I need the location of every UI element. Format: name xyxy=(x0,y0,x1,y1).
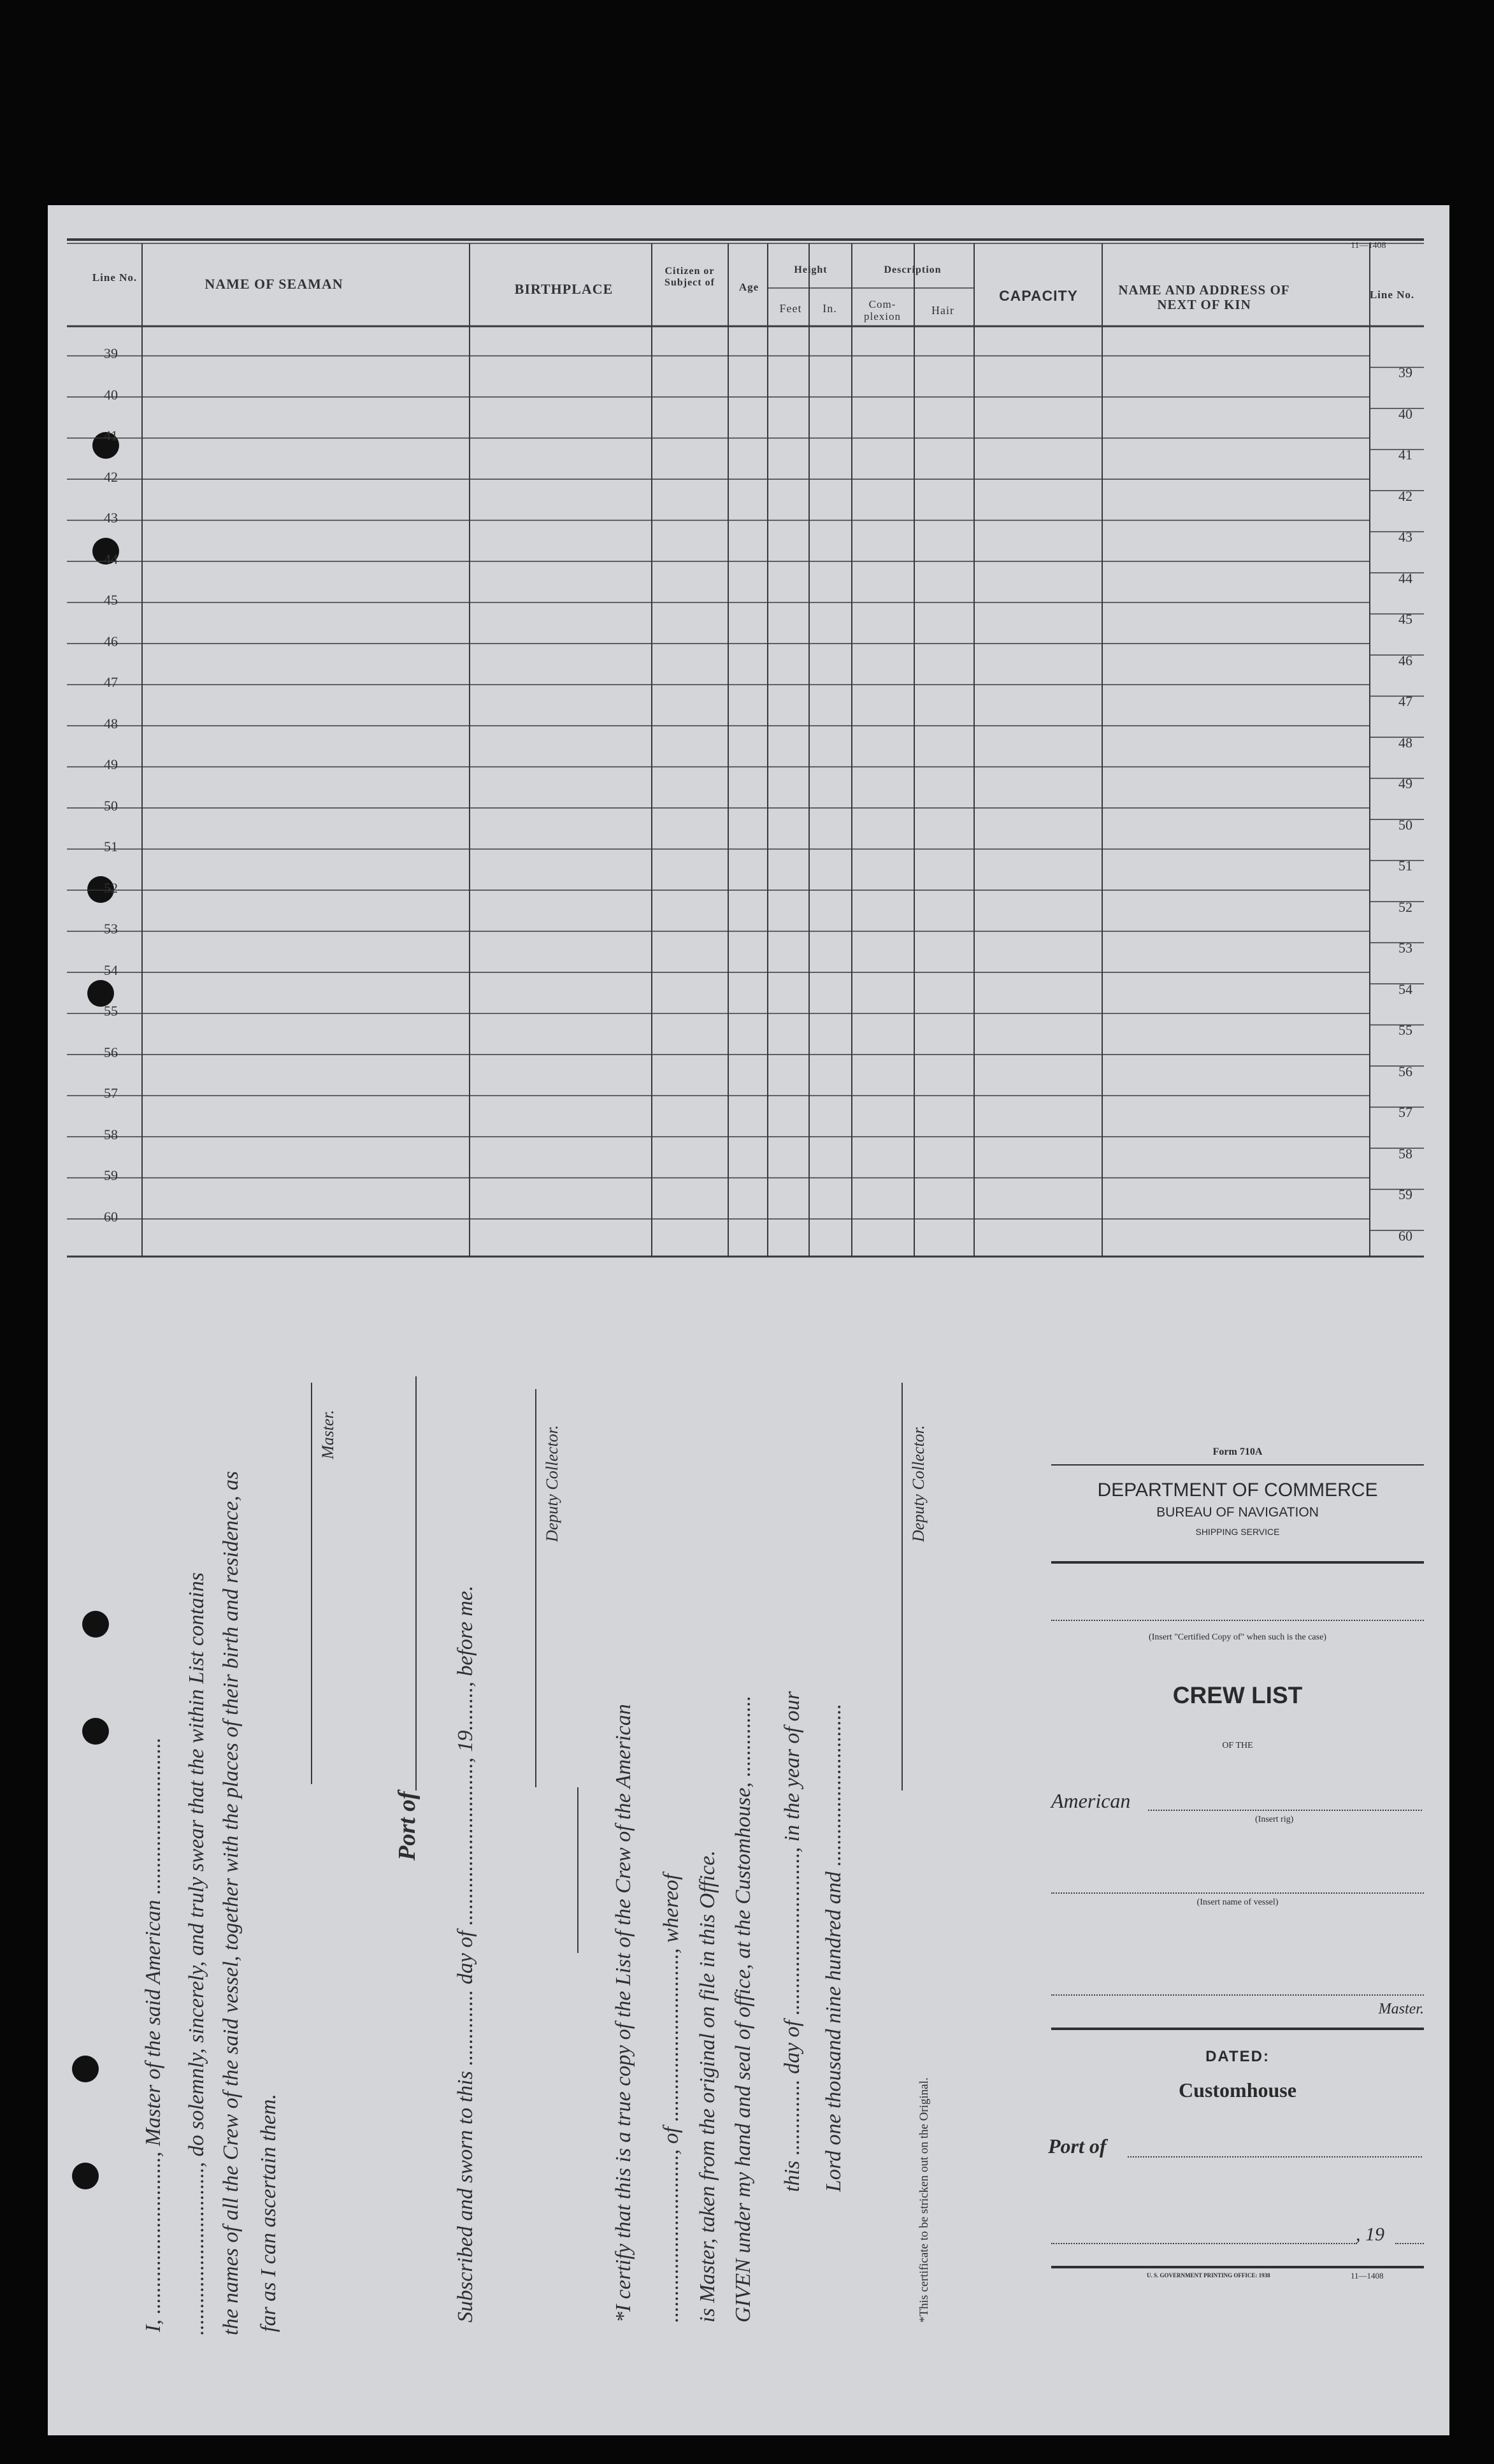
line-number-left: 50 xyxy=(104,797,118,814)
vessel-name-line xyxy=(1051,1892,1424,1894)
port-of-label: Port of xyxy=(394,1791,420,1861)
master-line xyxy=(1051,1994,1424,1996)
header-feet: Feet xyxy=(779,302,802,315)
cover-rule-bottom xyxy=(1051,2266,1424,2268)
line-number-right: 39 xyxy=(1398,364,1412,380)
punch-hole xyxy=(72,2163,99,2189)
header-inches: In. xyxy=(822,302,837,315)
line-number-right: 51 xyxy=(1398,858,1412,874)
cover-form-no: 11—1408 xyxy=(1351,2271,1384,2280)
line-number-left: 53 xyxy=(104,921,118,937)
line-number-left: 57 xyxy=(104,1085,118,1101)
cover-rule-2 xyxy=(1051,1561,1424,1564)
oath-line-1: I, ............................., Master of the said American ............................. xyxy=(141,1737,165,2332)
deputy-signature-line-2 xyxy=(901,1383,903,1790)
line-number-left: 41 xyxy=(104,428,118,443)
cover-rule-3 xyxy=(1051,2028,1424,2030)
oath-line-3: the names of all the Crew of the said vessel, together with the places of their birth and residence, as xyxy=(219,1471,243,2335)
line-number-right: 57 xyxy=(1398,1104,1412,1120)
line-number-left: 47 xyxy=(104,674,118,690)
line-number-right: 52 xyxy=(1398,898,1412,915)
line-number-right: 54 xyxy=(1398,981,1412,997)
line-number-right: 49 xyxy=(1398,775,1412,791)
master-signature-line xyxy=(311,1383,312,1784)
cover-form-number: Form 710A xyxy=(1212,1446,1263,1457)
deputy-collector-1: Deputy Collector. xyxy=(543,1425,561,1542)
line-number-left: 45 xyxy=(104,592,118,608)
subscribed-line: Subscribed and sworn to this .............. day of .............................., 19........, before me. xyxy=(454,1585,477,2323)
cover-port-of: Port of xyxy=(1048,2135,1107,2158)
line-number-right: 55 xyxy=(1398,1022,1412,1038)
header-description: Description xyxy=(884,264,942,275)
line-number-right: 40 xyxy=(1398,405,1412,422)
line-number-left: 46 xyxy=(104,633,118,649)
line-number-right: 43 xyxy=(1398,529,1412,545)
header-next-of-kin: NAME AND ADDRESS OF NEXT OF KIN xyxy=(1118,282,1290,313)
header-capacity: CAPACITY xyxy=(999,287,1078,304)
line-number-right: 44 xyxy=(1398,570,1412,586)
header-complexion: Com- plexion xyxy=(864,298,901,322)
cover-title: CREW LIST xyxy=(1172,1682,1303,1708)
cover-panel xyxy=(1048,1402,1424,2307)
cover-printer: U. S. GOVERNMENT PRINTING OFFICE: 1938 xyxy=(1147,2272,1270,2279)
line-number-right: 46 xyxy=(1398,652,1412,668)
line-number-right: 58 xyxy=(1398,1145,1412,1162)
rig-line xyxy=(1148,1810,1422,1811)
punch-hole xyxy=(82,1718,109,1745)
line-number-left: 43 xyxy=(104,510,118,526)
header-line-no: Line No. xyxy=(92,271,138,284)
line-number-right: 48 xyxy=(1398,734,1412,751)
header-birthplace: BIRTHPLACE xyxy=(514,281,614,297)
line-number-left: 60 xyxy=(104,1208,118,1225)
punch-hole xyxy=(72,2056,99,2082)
port-of-line xyxy=(415,1376,417,1790)
line-number-left: 40 xyxy=(104,386,118,403)
oath-line-2: ..............................., do solemnly, sincerely, and truly swear that the within List contains xyxy=(185,1572,208,2335)
cover-insert-vessel: (Insert name of vessel) xyxy=(1196,1898,1279,1907)
line-number-left: 58 xyxy=(104,1126,118,1142)
line-number-left: 48 xyxy=(104,715,118,731)
cover-insert-certified: (Insert "Certified Copy of" when such is the case) xyxy=(1149,1632,1326,1642)
header-age: Age xyxy=(738,281,759,293)
line-number-right: 60 xyxy=(1398,1227,1412,1244)
crew-table-grid xyxy=(67,237,1424,1263)
certificate-line-1: *I certify that this is a true copy of the List of the Crew of the American xyxy=(612,1704,635,2323)
line-number-left: 39 xyxy=(104,345,118,361)
line-number-left: 52 xyxy=(104,879,118,896)
line-number-left: 42 xyxy=(104,468,118,485)
certified-copy-line xyxy=(1051,1620,1424,1621)
cover-insert-rig: (Insert rig) xyxy=(1255,1815,1294,1824)
line-number-right: 42 xyxy=(1398,487,1412,504)
header-name-of-seaman: NAME OF SEAMAN xyxy=(205,276,343,292)
deputy-signature-line-1 xyxy=(535,1389,536,1787)
crew-table xyxy=(67,237,1424,1263)
line-number-left: 54 xyxy=(104,962,118,978)
certificate-line-6: Lord one thousand nine hundred and .............................. xyxy=(822,1703,845,2192)
line-number-left: 44 xyxy=(104,551,118,567)
line-number-left: 59 xyxy=(104,1167,118,1183)
cover-dated: DATED: xyxy=(1205,2048,1270,2065)
header-citizen: Citizen or Subject of xyxy=(664,266,715,288)
cover-year: , 19 xyxy=(1356,2224,1384,2245)
year-line xyxy=(1395,2243,1424,2244)
punch-hole xyxy=(82,1611,109,1638)
line-number-right: 53 xyxy=(1398,940,1412,956)
cover-american-label: American xyxy=(1051,1789,1131,1812)
line-number-left: 55 xyxy=(104,1003,118,1019)
line-number-right: 41 xyxy=(1398,447,1412,463)
line-number-right: 50 xyxy=(1398,816,1412,833)
cover-master: Master. xyxy=(1378,2001,1424,2017)
cover-service: SHIPPING SERVICE xyxy=(1195,1527,1280,1537)
date-line xyxy=(1051,2243,1357,2244)
oath-line-4: far as I can ascertain them. xyxy=(257,2094,280,2332)
header-height: Height xyxy=(794,264,828,275)
header-line-no-right: Line No. xyxy=(1369,289,1415,301)
form-number-top: 11—1408 xyxy=(1351,241,1386,250)
cover-department: DEPARTMENT OF COMMERCE xyxy=(1097,1480,1378,1501)
line-number-left: 51 xyxy=(104,839,118,854)
separator-line xyxy=(577,1787,578,1953)
cover-customhouse: Customhouse xyxy=(1179,2079,1296,2101)
line-number-right: 59 xyxy=(1398,1186,1412,1202)
line-number-left: 56 xyxy=(104,1044,118,1060)
oath-master-label: Master. xyxy=(319,1409,337,1459)
line-number-right: 47 xyxy=(1398,693,1412,709)
certificate-line-5: this .............. day of .............................., in the year of our xyxy=(780,1691,804,2192)
line-number-right: 45 xyxy=(1398,611,1412,627)
certificate-footnote: *This certificate to be stricken out on the Original. xyxy=(917,2077,931,2323)
certificate-line-4: GIVEN under my hand and seal of office, at the Customhouse, ............... xyxy=(731,1695,755,2323)
cover-rule-top xyxy=(1051,1464,1424,1466)
certificate-line-3: is Master, taken from the original on file in this Office. xyxy=(696,1850,719,2323)
certificate-line-2: ..............................., of ..............................., whereof xyxy=(659,1873,683,2323)
header-hair: Hair xyxy=(931,304,954,317)
cover-bureau: BUREAU OF NAVIGATION xyxy=(1156,1505,1319,1520)
line-number-left: 49 xyxy=(104,756,118,772)
deputy-collector-2: Deputy Collector. xyxy=(909,1425,928,1542)
cover-of-the: OF THE xyxy=(1222,1741,1253,1750)
line-number-right: 56 xyxy=(1398,1063,1412,1079)
port-line xyxy=(1128,2156,1422,2158)
